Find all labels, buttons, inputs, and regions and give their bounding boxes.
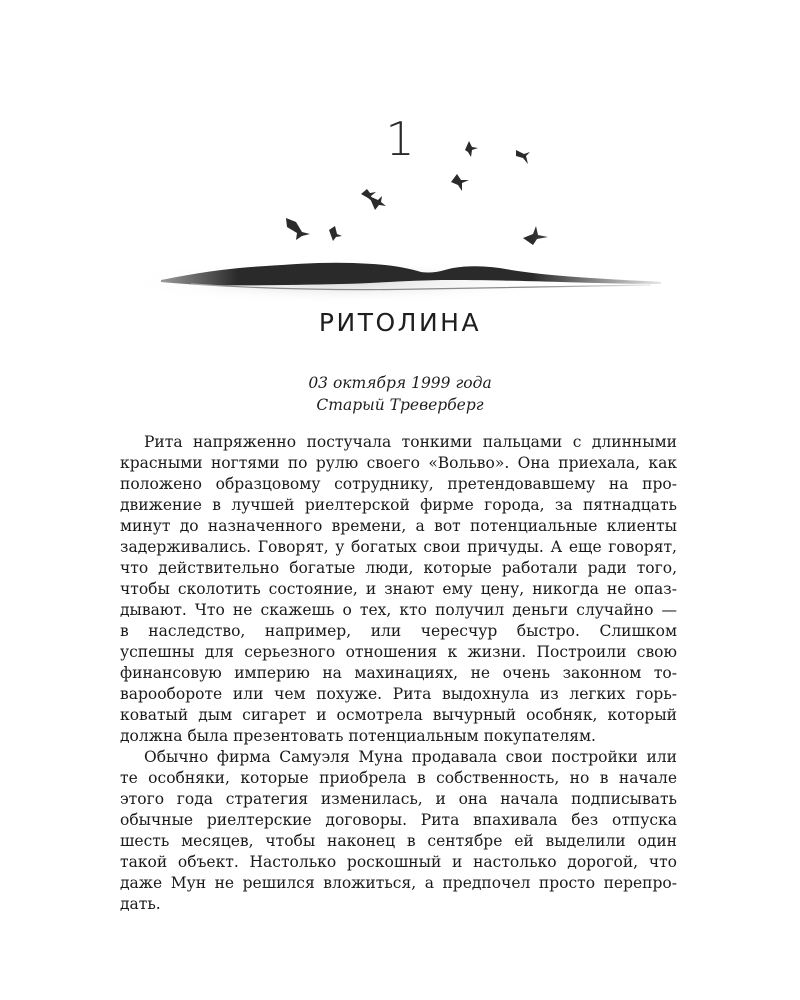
text-line: те особняки, которые приобрела в собственность, но в начале (120, 769, 677, 787)
text-line: положено образцовому сотруднику, претендовавшему на про- (120, 475, 677, 493)
dateline-date: 03 октября 1999 года (308, 374, 492, 392)
text-line: дывают. Что не скажешь о тех, кто получил деньги случайно — (120, 601, 677, 619)
dateline-place: Старый Треверберг (316, 396, 484, 414)
text-line: успешны для серьезного отношения к жизни. Построили свою (120, 643, 677, 661)
text-line: обычные риелтерские договоры. Рита впахивала без отпуска (120, 811, 677, 829)
text-line: чтобы сколотить состояние, и знают ему цену, никогда не опаз- (120, 580, 677, 598)
text-line: такой объект. Настолько роскошный и настолько дорогой, что (120, 853, 677, 871)
text-line: минут до назначенного времени, а вот потенциальные клиенты (120, 517, 677, 535)
text-line: этого года стратегия изменилась, и она начала подписывать (120, 790, 677, 808)
paragraph-1 (120, 432, 677, 747)
text-line: задерживались. Говорят, у богатых свои причуды. А еще говорят, (120, 538, 677, 556)
text-line: финансовую империю на махинациях, не очень законном то- (120, 664, 677, 682)
chapter-body-text (120, 432, 677, 915)
text-line: в наследство, например, или чересчур быстро. Слишком (120, 622, 677, 640)
chapter-number: 1 (385, 112, 415, 166)
text-line: Рита напряженно постучала тонкими пальцами с длинными (144, 433, 677, 451)
text-line: варообороте или чем похуже. Рита выдохнула из легких горь- (120, 685, 677, 703)
text-line: что действительно богатые люди, которые работали ради того, (120, 559, 677, 577)
text-line: должна была презентовать потенциальным покупателям. (120, 727, 596, 745)
text-line: коватый дым сигарет и осмотрела вычурный особняк, который (120, 706, 677, 724)
text-line: шесть месяцев, чтобы наконец в сентябре ей выделили один (120, 832, 677, 850)
text-line: движение в лучшей риелтерской фирме города, за пятнадцать (120, 496, 677, 514)
text-line: даже Мун не решился вложиться, а предпочел просто перепро- (120, 874, 677, 892)
paragraph-2 (120, 747, 677, 915)
chapter-title: РИТОЛИНА (318, 308, 482, 337)
text-line: дать. (120, 895, 161, 913)
text-line: Обычно фирма Самуэля Муна продавала свои постройки или (144, 748, 677, 766)
dateline (0, 372, 800, 416)
text-line: красными ногтями по рулю своего «Вольво». Она приехала, как (120, 454, 677, 472)
